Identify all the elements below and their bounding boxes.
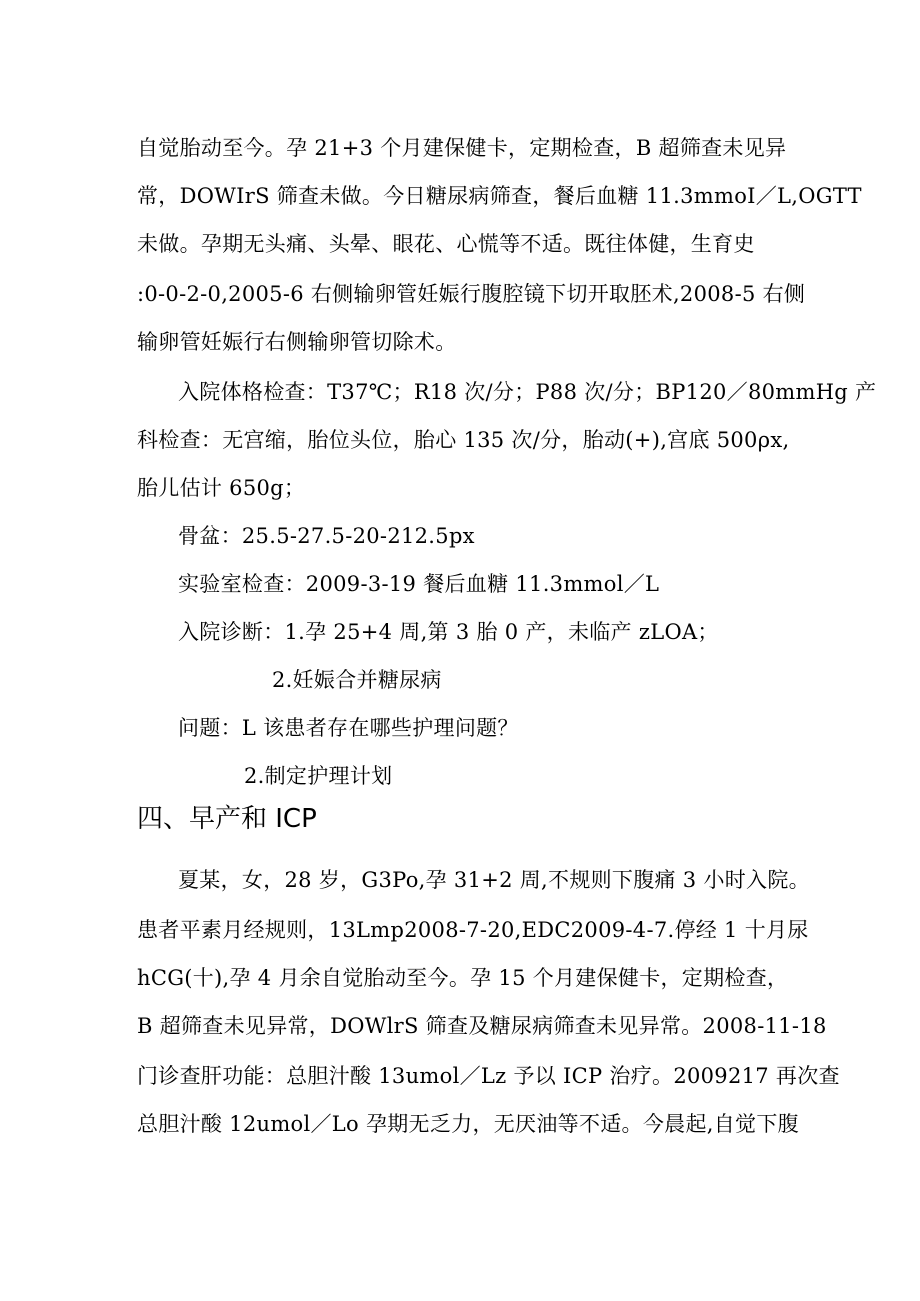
history-line-4: :0-0-2-0,2005-6 右侧输卵管妊娠行腹腔镜下切开取胚术,2008-5 右侧: [137, 282, 806, 306]
case-line-1: 夏某，女，28 岁，G3Po,孕 31+2 周,不规则下腹痛 3 小时入院。: [178, 868, 810, 892]
diagnosis-line-1: 入院诊断：1.孕 25+4 周,第 3 胎 0 产，未临产 zLOA；: [178, 620, 719, 644]
section-heading: 四、早产和 ICP: [137, 804, 317, 834]
case-line-4: B 超筛查未见异常，DOWlrS 筛查及糖尿病筛查未见异常。2008-11-18: [137, 1014, 827, 1038]
lab-result: 实验室检查：2009-3-19 餐后血糖 11.3mmol／L: [178, 572, 660, 596]
history-line-1: 自觉胎动至今。孕 21+3 个月建保健卡，定期检查，B 超筛查未见异: [137, 136, 787, 160]
question-line-2: 2.制定护理计划: [244, 764, 393, 788]
diagnosis-line-2: 2.妊娠合并糖尿病: [272, 668, 442, 692]
exam-line-2: 科检查：无宫缩，胎位头位，胎心 135 次/分，胎动(+),宫底 500ρx,: [137, 428, 790, 452]
exam-line-3: 胎儿估计 650g；: [137, 476, 306, 500]
history-line-3: 未做。孕期无头痛、头晕、眼花、心慌等不适。既往体健，生育史: [137, 232, 755, 256]
case-line-2: 患者平素月经规则，13Lmp2008-7-20,EDC2009-4-7.停经 1 十月尿: [137, 918, 809, 942]
history-line-5: 输卵管妊娠行右侧输卵管切除术。: [137, 330, 457, 354]
pelvis-measurement: 骨盆：25.5-27.5-20-212.5px: [178, 524, 475, 548]
exam-line-1: 入院体格检查：T37℃；R18 次/分；P88 次/分；BP120／80mmHg 产: [178, 380, 877, 404]
case-line-5: 门诊查肝功能：总胆汁酸 13umol／Lz 予以 ICP 治疗。2009217 再次查: [137, 1064, 840, 1088]
case-line-3: hCG(十),孕 4 月余自觉胎动至今。孕 15 个月建保健卡，定期检查，: [137, 966, 789, 990]
case-line-6: 总胆汁酸 12umol／Lo 孕期无乏力，无厌油等不适。今晨起,自觉下腹: [137, 1112, 799, 1136]
history-line-2: 常，DOWIrS 筛查未做。今日糖尿病筛查，餐后血糖 11.3mmoI／L,OGTT: [137, 184, 862, 208]
question-line-1: 问题：L 该患者存在哪些护理问题？: [178, 716, 519, 740]
